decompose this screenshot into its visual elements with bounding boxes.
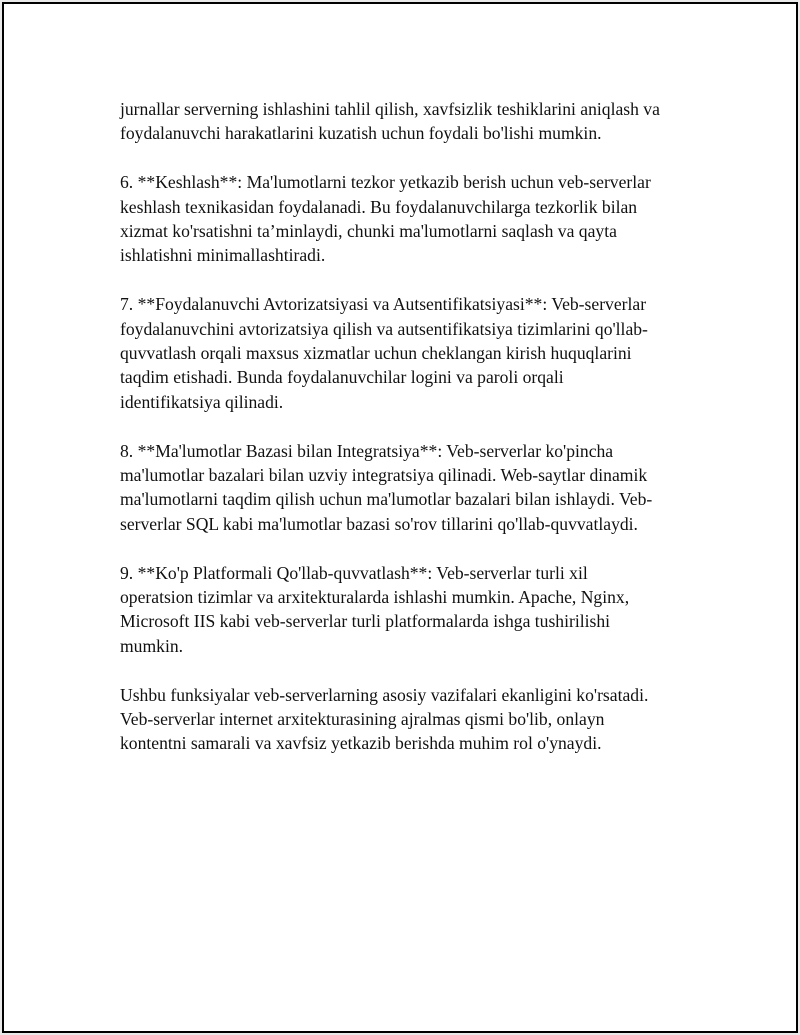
text-line: Microsoft IIS kabi veb-serverlar turli platformalarda ishga tushirilishi: [120, 611, 611, 632]
paragraph-authorization: [120, 292, 695, 414]
text-line: ishlatishni minimallashtiradi.: [120, 245, 326, 266]
paragraph-caching: [120, 170, 695, 268]
text-line: 9. **Ko'p Platformali Qo'llab-quvvatlash**: Veb-serverlar turli xil: [120, 562, 588, 583]
text-line: keshlash texnikasidan foydalanadi. Bu foydalanuvchilarga tezkorlik bilan: [120, 196, 638, 217]
text-line: 7. **Foydalanuvchi Avtorizatsiyasi va Autsentifikatsiyasi**: Veb-serverlar: [120, 294, 647, 315]
paragraph-multi-platform: [120, 561, 695, 659]
text-line: Ushbu funksiyalar veb-serverlarning asosiy vazifalari ekanligini ko'rsatadi.: [120, 684, 649, 705]
text-line: 8. **Ma'lumotlar Bazasi bilan Integratsiya**: Veb-serverlar ko'pincha: [120, 440, 614, 461]
text-line: foydalanuvchi harakatlarini kuzatish uchun foydali bo'lishi mumkin.: [120, 123, 602, 144]
text-line: ma'lumotlar bazalari bilan uzviy integratsiya qilinadi. Web-saytlar dinamik: [120, 465, 648, 486]
text-line: operatsion tizimlar va arxitekturalarda ishlashi mumkin. Apache, Nginx,: [120, 587, 630, 608]
text-line: serverlar SQL kabi ma'lumotlar bazasi so'rov tillarini qo'llab-quvvatlaydi.: [120, 513, 638, 534]
text-line: kontentni samarali va xavfsiz yetkazib berishda muhim rol o'ynaydi.: [120, 733, 602, 754]
document-body: [120, 97, 695, 780]
text-line: identifikatsiya qilinadi.: [120, 391, 284, 412]
text-line: Veb-serverlar internet arxitekturasining ajralmas qismi bo'lib, onlayn: [120, 709, 605, 730]
paragraph-logging-continued: [120, 97, 695, 146]
text-line: jurnallar serverning ishlashini tahlil qilish, xavfsizlik teshiklarini aniqlash va: [120, 99, 660, 119]
text-line: mumkin.: [120, 635, 184, 656]
text-line: taqdim etishadi. Bunda foydalanuvchilar logini va paroli orqali: [120, 367, 564, 388]
text-line: foydalanuvchini avtorizatsiya qilish va autsentifikatsiya tizimlarini qo'llab-: [120, 318, 648, 339]
document-page: [2, 2, 798, 1033]
text-line: ma'lumotlarni taqdim qilish uchun ma'lumotlar bazalari bilan ishlaydi. Veb-: [120, 489, 653, 510]
text-line: quvvatlash orqali maxsus xizmatlar uchun cheklangan kirish huquqlarini: [120, 343, 632, 364]
text-line: xizmat ko'rsatishni ta’minlaydi, chunki ma'lumotlarni saqlash va qayta: [120, 221, 617, 242]
paragraph-conclusion: [120, 683, 695, 756]
paragraph-database-integration: [120, 439, 695, 537]
text-line: 6. **Keshlash**: Ma'lumotlarni tezkor yetkazib berish uchun veb-serverlar: [120, 172, 651, 193]
